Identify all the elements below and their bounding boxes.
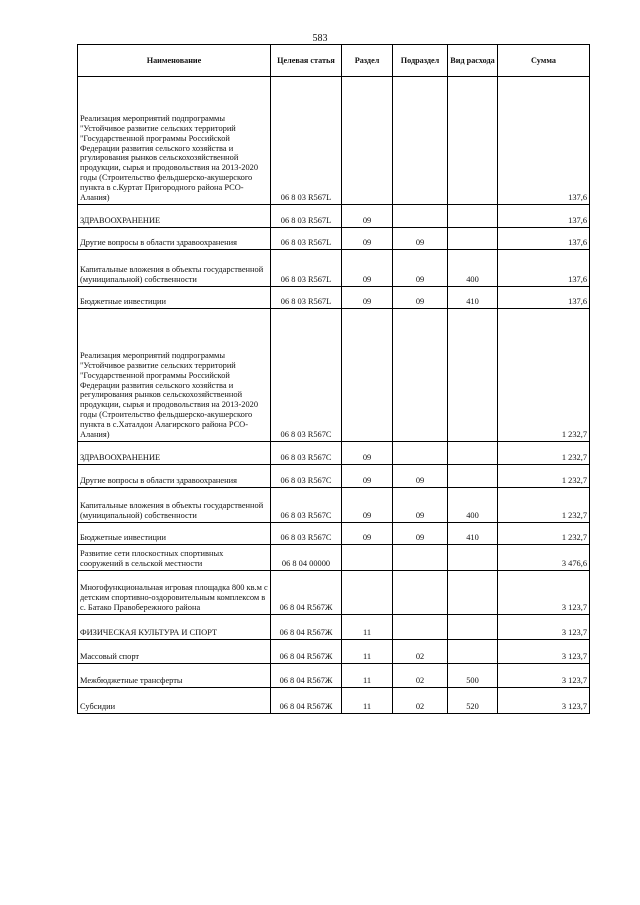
row-section: 09	[342, 228, 393, 250]
table-row	[78, 205, 590, 228]
row-name: Субсидии	[78, 688, 271, 714]
table-row	[78, 228, 590, 250]
row-subsection: 02	[393, 640, 448, 664]
row-subsection	[393, 615, 448, 640]
row-subsection: 09	[393, 250, 448, 287]
row-expense-type	[448, 571, 498, 615]
row-subsection: 09	[393, 465, 448, 488]
row-sum: 137,6	[498, 228, 590, 250]
row-name: Многофункциональная игровая площадка 800 кв.м с детским спортивно-оздоровительным комплексом в с. Батако Правобережного района	[78, 571, 271, 615]
row-sum: 137,6	[498, 287, 590, 309]
row-target-code: 06 8 03 R567L	[271, 228, 342, 250]
row-sum: 3 123,7	[498, 571, 590, 615]
row-expense-type: 500	[448, 664, 498, 688]
row-subsection	[393, 309, 448, 442]
row-target-code: 06 8 03 R567L	[271, 205, 342, 228]
row-name: Капитальные вложения в объекты государственной (муниципальной) собственности	[78, 488, 271, 523]
table-row	[78, 688, 590, 714]
row-name: Другие вопросы в области здравоохранения	[78, 465, 271, 488]
table-row	[78, 465, 590, 488]
row-target-code: 06 8 03 R567C	[271, 523, 342, 545]
table-row	[78, 523, 590, 545]
row-subsection: 09	[393, 228, 448, 250]
row-sum: 1 232,7	[498, 465, 590, 488]
row-target-code: 06 8 04 R567Ж	[271, 688, 342, 714]
row-subsection: 02	[393, 688, 448, 714]
table-row	[78, 488, 590, 523]
row-subsection	[393, 77, 448, 205]
table-row	[78, 615, 590, 640]
row-name: Капитальные вложения в объекты государственной (муниципальной) собственности	[78, 250, 271, 287]
row-name: Другие вопросы в области здравоохранения	[78, 228, 271, 250]
header-code: Целевая статья	[271, 45, 342, 77]
header-subsection: Подраздел	[393, 45, 448, 77]
row-sum: 137,6	[498, 205, 590, 228]
row-expense-type	[448, 615, 498, 640]
row-section: 09	[342, 205, 393, 228]
row-expense-type: 400	[448, 250, 498, 287]
row-subsection	[393, 571, 448, 615]
row-subsection: 09	[393, 488, 448, 523]
row-section: 09	[342, 465, 393, 488]
row-target-code: 06 8 04 R567Ж	[271, 615, 342, 640]
row-target-code: 06 8 03 R567C	[271, 488, 342, 523]
row-target-code: 06 8 04 R567Ж	[271, 640, 342, 664]
row-expense-type: 400	[448, 488, 498, 523]
row-subsection	[393, 205, 448, 228]
row-expense-type: 410	[448, 287, 498, 309]
table-row	[78, 250, 590, 287]
row-target-code: 06 8 03 R567L	[271, 250, 342, 287]
row-section	[342, 545, 393, 571]
row-subsection	[393, 545, 448, 571]
row-target-code: 06 8 03 R567L	[271, 287, 342, 309]
header-expense: Вид расхода	[448, 45, 498, 77]
row-expense-type	[448, 205, 498, 228]
row-subsection: 02	[393, 664, 448, 688]
row-expense-type: 410	[448, 523, 498, 545]
row-name: Реализация мероприятий подпрограммы "Устойчивое развитие сельских территорий "Государственной программы Российской Федерации развития сельского хозяйства и регулирования рынков сельскохозяйственной продукции, сырья и продовольствия на 2013-2020 годы (Строительство фельдшерско-акушерского пункта в с.Хаталдон Алагирского района РСО-Алания)	[78, 309, 271, 442]
budget-table	[77, 44, 590, 714]
row-name: Межбюджетные трансферты	[78, 664, 271, 688]
row-name: Развитие сети плоскостных спортивных сооружений в сельской местности	[78, 545, 271, 571]
row-target-code: 06 8 03 R567L	[271, 77, 342, 205]
row-sum: 3 123,7	[498, 615, 590, 640]
row-name: Массовый спорт	[78, 640, 271, 664]
row-expense-type: 520	[448, 688, 498, 714]
row-expense-type	[448, 77, 498, 205]
row-subsection: 09	[393, 523, 448, 545]
row-target-code: 06 8 03 R567C	[271, 465, 342, 488]
table-row	[78, 640, 590, 664]
row-name: Бюджетные инвестиции	[78, 523, 271, 545]
row-section: 09	[342, 488, 393, 523]
row-name: Реализация мероприятий подпрограммы "Устойчивое развитие сельских территорий "Государственной программы Российской Федерации развития сельского хозяйства и ргулирования рынков сельскохозяйственной продукции, сырья и продовольствия на 2013-2020 годы (Строительство фельдшерско-акушерского пункта в с.Куртат Пригородного района РСО-Алания)	[78, 77, 271, 205]
row-expense-type	[448, 309, 498, 442]
table-header-row	[78, 45, 590, 77]
row-section: 11	[342, 664, 393, 688]
table-row	[78, 545, 590, 571]
row-sum: 3 123,7	[498, 640, 590, 664]
row-sum: 137,6	[498, 77, 590, 205]
row-name: ФИЗИЧЕСКАЯ КУЛЬТУРА И СПОРТ	[78, 615, 271, 640]
row-target-code: 06 8 04 R567Ж	[271, 664, 342, 688]
table-row	[78, 571, 590, 615]
row-target-code: 06 8 03 R567C	[271, 309, 342, 442]
row-expense-type	[448, 228, 498, 250]
row-sum: 137,6	[498, 250, 590, 287]
row-name: Бюджетные инвестиции	[78, 287, 271, 309]
header-sum: Сумма	[498, 45, 590, 77]
row-section: 09	[342, 250, 393, 287]
row-section: 11	[342, 688, 393, 714]
row-section: 09	[342, 442, 393, 465]
table-row	[78, 77, 590, 205]
row-target-code: 06 8 03 R567C	[271, 442, 342, 465]
page-number: 583	[312, 33, 328, 44]
header-name: Наименование	[78, 45, 271, 77]
row-expense-type	[448, 442, 498, 465]
row-sum: 3 123,7	[498, 664, 590, 688]
row-sum: 3 476,6	[498, 545, 590, 571]
row-section	[342, 309, 393, 442]
row-name: ЗДРАВООХРАНЕНИЕ	[78, 205, 271, 228]
row-target-code: 06 8 04 R567Ж	[271, 571, 342, 615]
row-subsection: 09	[393, 287, 448, 309]
row-target-code: 06 8 04 00000	[271, 545, 342, 571]
row-expense-type	[448, 640, 498, 664]
row-sum: 1 232,7	[498, 309, 590, 442]
row-section: 09	[342, 523, 393, 545]
table-row	[78, 287, 590, 309]
row-sum: 1 232,7	[498, 523, 590, 545]
header-section: Раздел	[342, 45, 393, 77]
row-section	[342, 77, 393, 205]
row-sum: 1 232,7	[498, 442, 590, 465]
table-row	[78, 664, 590, 688]
table-row	[78, 442, 590, 465]
row-section: 09	[342, 287, 393, 309]
row-section: 11	[342, 640, 393, 664]
row-section	[342, 571, 393, 615]
row-expense-type	[448, 465, 498, 488]
table-row	[78, 309, 590, 442]
row-subsection	[393, 442, 448, 465]
row-name: ЗДРАВООХРАНЕНИЕ	[78, 442, 271, 465]
row-sum: 3 123,7	[498, 688, 590, 714]
row-sum: 1 232,7	[498, 488, 590, 523]
row-section: 11	[342, 615, 393, 640]
row-expense-type	[448, 545, 498, 571]
